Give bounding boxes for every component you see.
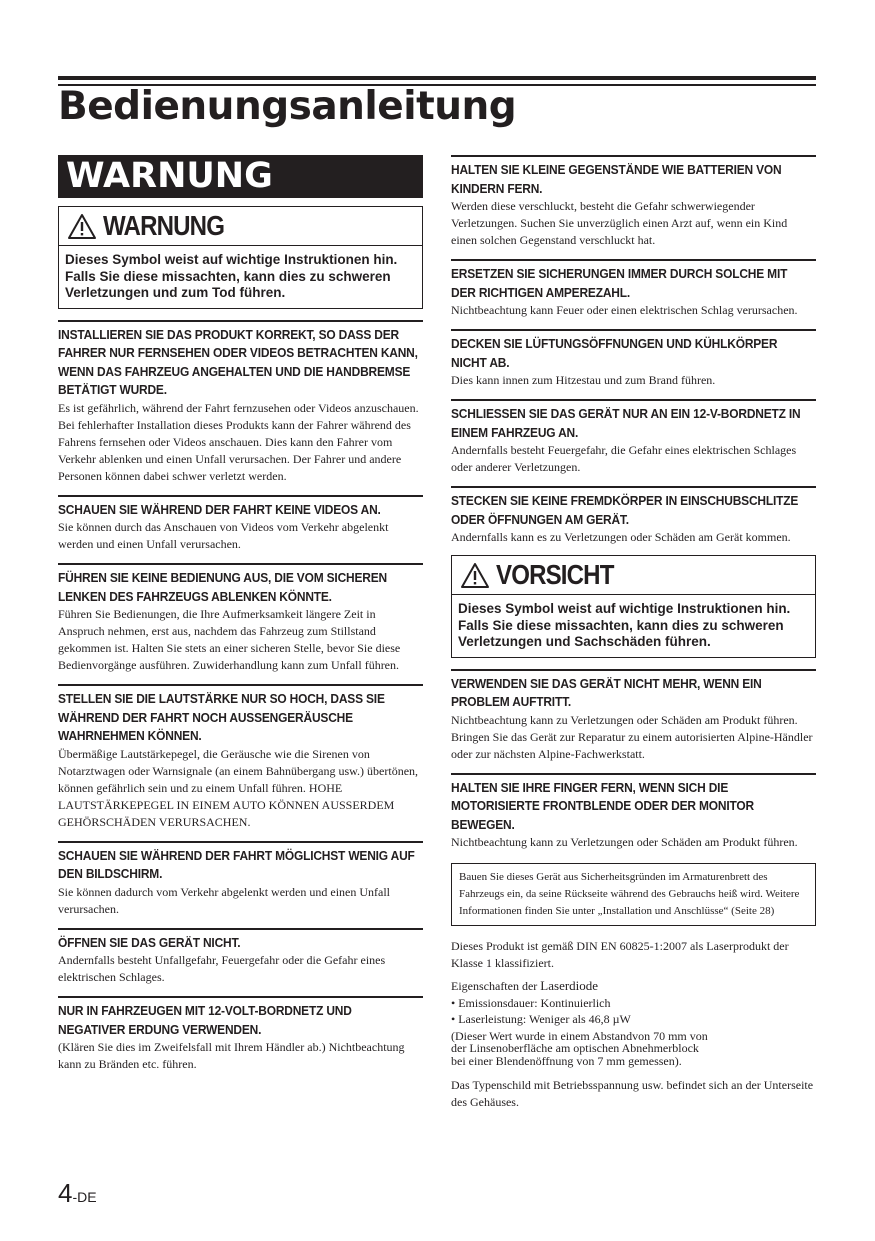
laser-props-label-text: Eigenschaften der: [451, 979, 541, 993]
section: [58, 996, 423, 1073]
section-body: Nichtbeachtung kann Feuer oder einen elektrischen Schlag verursachen.: [451, 303, 798, 317]
section-body: Nichtbeachtung kann zu Verletzungen oder Schäden am Produkt führen. Bringen Sie das Gerät zur Reparatur zu einem autorisierten Alpine-Händler oder zur nächsten Alpine-Fachwerkstatt.: [451, 712, 813, 761]
section: [451, 399, 816, 476]
section-body: Andernfalls besteht Feuergefahr, die Gefahr eines elektrischen Schlages oder anderer Verletzungen.: [451, 443, 797, 474]
section: [58, 684, 423, 831]
laser-item: • Emissionsdauer: Kontinuierlich: [451, 995, 611, 1010]
section-body: Andernfalls besteht Unfallgefahr, Feuergefahr oder die Gefahr eines elektrischen Schlages.: [58, 953, 386, 984]
section-heading: STELLEN SIE DIE LAUTSTÄRKE NUR SO HOCH, DASS SIE WÄHREND DER FAHRT NOCH AUSSENGERÄUSCHE WAHRNEHMEN KÖNNEN.: [58, 691, 385, 743]
laser-props-label-big: Laserdiode: [540, 978, 599, 993]
caution-box-title: VORSICHT: [496, 559, 614, 590]
section-heading: VERWENDEN SIE DAS GERÄT NICHT MEHR, WENN EIN PROBLEM AUFTRITT.: [451, 675, 762, 709]
page-title: Bedienungsanleitung: [58, 84, 517, 129]
section-heading: STECKEN SIE KEINE FREMDKÖRPER IN EINSCHUBSCHLITZE ODER ÖFFNUNGEN AM GERÄT.: [451, 493, 799, 527]
section-heading: SCHLIESSEN SIE DAS GERÄT NUR AN EIN 12-V-BORDNETZ IN EINEM FAHRZEUG AN.: [451, 406, 801, 440]
section-heading: NUR IN FAHRZEUGEN MIT 12-VOLT-BORDNETZ UND NEGATIVER ERDUNG VERWENDEN.: [58, 1003, 352, 1037]
laser-item: • Laserleistung: Weniger als 46,8 µW: [451, 1012, 631, 1026]
section: [451, 669, 816, 763]
section-body: Sie können dadurch vom Verkehr abgelenkt werden und einen Unfall verursachen.: [58, 884, 391, 916]
section-heading: ÖFFNEN SIE DAS GERÄT NICHT.: [58, 934, 241, 950]
section-body: Führen Sie Bedienungen, die Ihre Aufmerksamkeit längere Zeit in Anspruch nehmen, erst aus, nachdem das Fahrzeug zum Stillstand gekommen ist. Halten Sie stets an einer sicheren Stelle, bevor Sie diese Bedienvorgänge ausführen. Zuwiderhandlung kann zum Unfall führen.: [58, 607, 401, 672]
section-heading: SCHAUEN SIE WÄHREND DER FAHRT MÖGLICHST WENIG AUF DEN BILDSCHIRM.: [58, 847, 415, 881]
caution-box-header: [452, 556, 815, 595]
warning-banner: WARNUNG: [58, 155, 423, 198]
laser-note-line: bei einer Blendenöffnung von 7 mm gemessen).: [451, 1053, 682, 1068]
section-body: Dies kann innen zum Hitzestau und zum Brand führen.: [451, 373, 716, 387]
warning-box: [58, 206, 423, 309]
section: [58, 928, 423, 987]
section-heading: HALTEN SIE IHRE FINGER FERN, WENN SICH DIE MOTORISIERTE FRONTBLENDE ODER DER MONITOR BEWEGEN.: [451, 779, 754, 832]
section-body: Übermäßige Lautstärkepegel, die Geräusche wie die Sirenen von Notarztwagen oder Warnsignale (an einem Bahnübergang usw.) übertönen, können gefährlich sein und zu einem Unfall führen. HOHE LAUTSTÄRKEPEGEL IN EINEM AUTO KÖNNEN AUSSERDEM GEHÖRSCHÄDEN VERURSACHEN.: [58, 746, 419, 829]
section: [451, 329, 816, 389]
warning-triangle-icon: [67, 213, 97, 240]
section-heading: HALTEN SIE KLEINE GEGENSTÄNDE WIE BATTERIEN VON KINDERN FERN.: [451, 162, 782, 196]
laser-note-line: (Dieser Wert wurde in einem Abstandvon 70 mm von: [451, 1028, 708, 1043]
section: [451, 259, 816, 319]
section-body: Andernfalls kann es zu Verletzungen oder Schäden am Gerät kommen.: [451, 530, 791, 544]
caution-box-text: Dieses Symbol weist auf wichtige Instruktionen hin. Falls Sie diese missachten, kann dies zu schweren Verletzungen und Sachschäden führen.: [458, 601, 791, 649]
warning-box-text: Dieses Symbol weist auf wichtige Instruktionen hin. Falls Sie diese missachten, kann dies zu schweren Verletzungen und zum Tod führen.: [65, 252, 398, 300]
section: [58, 495, 423, 554]
top-rule-1: [58, 76, 816, 80]
section-body: (Klären Sie dies im Zweifelsfall mit Ihrem Händler ab.) Nichtbeachtung kann zu Bränden etc. führen.: [58, 1040, 405, 1071]
section: [58, 320, 423, 485]
laser-props-label: [451, 980, 816, 993]
nameplate-text: Das Typenschild mit Betriebsspannung usw. befindet sich an der Unterseite des Gehäuses.: [451, 1078, 814, 1109]
warning-box-title: WARNUNG: [103, 210, 225, 241]
warning-box-header: [59, 207, 422, 246]
section: [58, 563, 423, 674]
laser-properties: [451, 980, 816, 1067]
section: [451, 773, 816, 852]
page-number-digit: 4: [58, 1178, 73, 1208]
left-column: [58, 155, 423, 1073]
section-body: Nichtbeachtung kann zu Verletzungen oder Schäden am Produkt führen.: [451, 835, 798, 849]
section-heading: INSTALLIEREN SIE DAS PRODUKT KORREKT, SO DASS DER FAHRER NUR FERNSEHEN ODER VIDEOS BETRACHTEN KANN, WENN DAS FAHRZEUG ANGEHALTEN UND DIE HANDBREMSE BETÄTIGT WURDE.: [58, 326, 418, 397]
section: [451, 486, 816, 546]
section-body: Werden diese verschluckt, besteht die Gefahr schwerwiegender Verletzungen. Suchen Sie unverzüglich einen Arzt auf, wenn ein Kind einen solchen Gegenstand verschluckt hat.: [451, 199, 788, 247]
installation-note-box: Bauen Sie dieses Gerät aus Sicherheitsgründen im Armaturenbrett des Fahrzeugs ein, da seine Rückseite während des Gebrauchs heiß wird. Weitere Informationen finden Sie unter „Installation und Anschlüsse“ (Seite 28): [451, 863, 816, 926]
laser-note-line: der Linsenoberfläche am optischen Abnehmerblock: [451, 1041, 699, 1055]
right-column: [451, 155, 816, 1111]
caution-triangle-icon: [460, 562, 490, 589]
section: [451, 155, 816, 249]
caution-box: [451, 555, 816, 658]
section-heading: SCHAUEN SIE WÄHREND DER FAHRT KEINE VIDEOS AN.: [58, 501, 381, 517]
section-body: Sie können durch das Anschauen von Videos vom Verkehr abgelenkt werden und einen Unfall verursachen.: [58, 520, 389, 551]
page-number-suffix: -DE: [72, 1189, 97, 1205]
laser-class-text: Dieses Produkt ist gemäß DIN EN 60825-1:2007 als Laserprodukt der Klasse 1 klassifiziert.: [451, 939, 789, 970]
section: [58, 841, 423, 918]
section-heading: FÜHREN SIE KEINE BEDIENUNG AUS, DIE VOM SICHEREN LENKEN DES FAHRZEUGS ABLENKEN KÖNNTE.: [58, 570, 387, 604]
page-number: [58, 1178, 97, 1212]
section-heading: ERSETZEN SIE SICHERUNGEN IMMER DURCH SOLCHE MIT DER RICHTIGEN AMPEREZAHL.: [451, 266, 788, 300]
section-heading: DECKEN SIE LÜFTUNGSÖFFNUNGEN UND KÜHLKÖRPER NICHT AB.: [451, 336, 778, 370]
section-body: Es ist gefährlich, während der Fahrt fernzusehen oder Videos anzuschauen. Bei fehlerhafter Installation dieses Produkts kann der Fahrer während des Fahrens fernsehen oder Videos anschauen. Dies kann den Fahrer vom Verkehr ablenken und einen Unfall verursachen. Der Fahrer und andere Personen können dabei schwer verletzt werden.: [58, 400, 419, 483]
